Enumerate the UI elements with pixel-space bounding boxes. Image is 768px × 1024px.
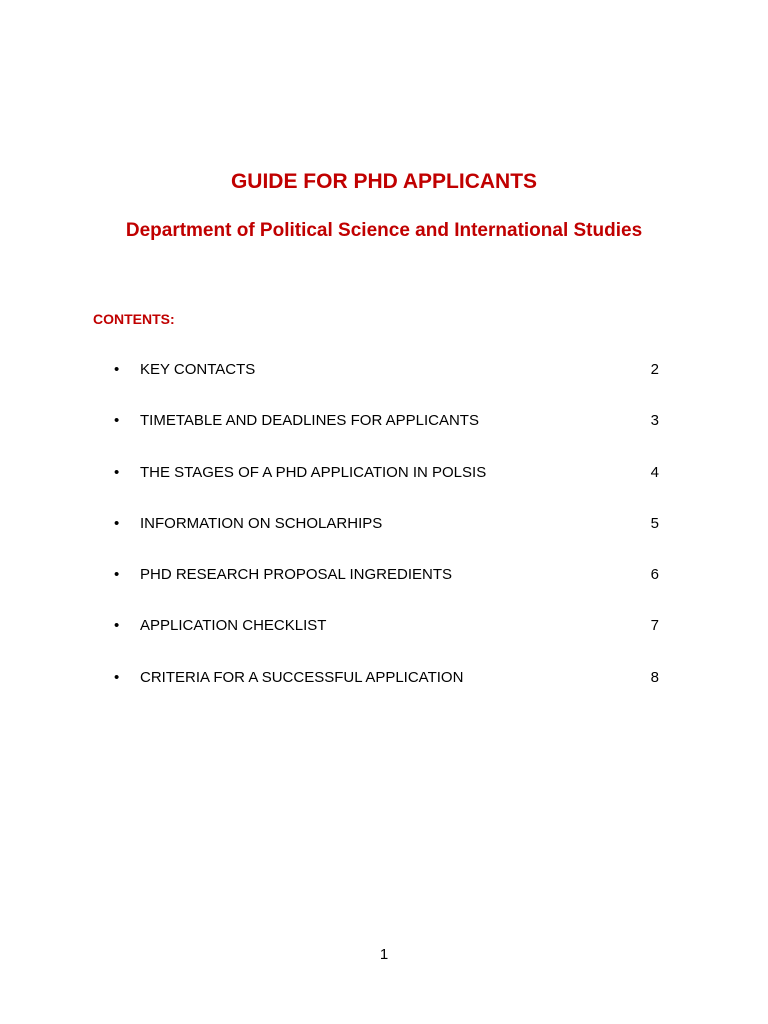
toc-item-label: CRITERIA FOR A SUCCESSFUL APPLICATION xyxy=(140,668,464,686)
toc-item-page: 2 xyxy=(650,361,659,378)
bullet-icon: • xyxy=(114,463,120,481)
document-subtitle: Department of Political Science and International Studies xyxy=(125,220,643,241)
toc-item-research-proposal xyxy=(0,566,768,617)
toc-item-page: 4 xyxy=(650,463,659,481)
bullet-icon: • xyxy=(114,668,120,686)
bullet-icon: • xyxy=(114,617,120,635)
toc-item-page: 6 xyxy=(650,566,659,584)
bullet-icon: • xyxy=(114,566,120,584)
toc-item-page: 7 xyxy=(650,617,659,635)
contents-heading: CONTENTS: xyxy=(93,311,175,327)
toc-item-criteria xyxy=(0,669,768,720)
toc-item-label: KEY CONTACTS xyxy=(140,361,256,378)
toc-item-label: INFORMATION ON SCHOLARHIPS xyxy=(140,514,383,532)
toc-item-checklist xyxy=(0,617,768,668)
table-of-contents xyxy=(0,361,768,720)
toc-item-label: APPLICATION CHECKLIST xyxy=(140,617,327,635)
bullet-icon: • xyxy=(114,361,120,378)
document-title: GUIDE FOR PHD APPLICANTS xyxy=(230,170,538,193)
toc-item-page: 8 xyxy=(650,668,659,686)
toc-item-scholarships xyxy=(0,515,768,566)
toc-item-page: 5 xyxy=(650,514,659,532)
bullet-icon: • xyxy=(114,412,120,430)
toc-item-timetable xyxy=(0,412,768,463)
page-number: 1 xyxy=(379,946,389,963)
toc-item-label: TIMETABLE AND DEADLINES FOR APPLICANTS xyxy=(140,412,479,430)
toc-item-page: 3 xyxy=(650,412,659,430)
toc-item-stages xyxy=(0,464,768,515)
toc-item-label: PHD RESEARCH PROPOSAL INGREDIENTS xyxy=(140,566,453,584)
toc-item-key-contacts xyxy=(0,361,768,412)
bullet-icon: • xyxy=(114,514,120,532)
toc-item-label: THE STAGES OF A PHD APPLICATION IN POLSIS xyxy=(140,463,487,481)
